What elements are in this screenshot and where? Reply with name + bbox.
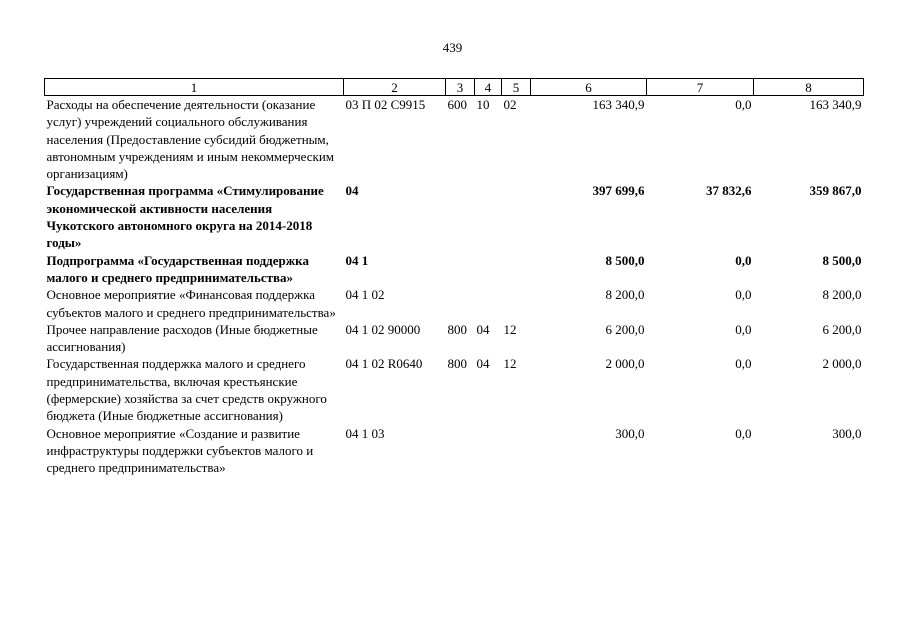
row-pr (502, 252, 531, 287)
header-col-2: 2 (344, 79, 446, 96)
row-rz: 04 (476, 356, 490, 372)
row-csr: 04 1 02 R0640 (345, 356, 423, 372)
row-name: Основное мероприятие «Создание и развитие инфраструктуры поддержки субъектов малого и среднего предпринимательства» (46, 425, 314, 476)
row-vr: 800 (447, 356, 467, 372)
row-col8: 163 340,9 (809, 97, 862, 112)
row-pr (502, 286, 531, 321)
row-pr (502, 425, 531, 477)
row-rz: 04 (476, 321, 490, 337)
row-csr: 04 1 (345, 252, 369, 268)
row-csr: 03 П 02 С9915 (345, 97, 426, 112)
row-name: Основное мероприятие «Финансовая поддержка субъектов малого и среднего предпринимательства» (46, 287, 336, 320)
row-rz: 10 (476, 97, 490, 112)
row-name: Подпрограмма «Государственная поддержка малого и среднего предпринимательства» (46, 252, 309, 285)
row-rz (475, 286, 502, 321)
row-col7: 0,0 (735, 97, 752, 112)
table-row (45, 355, 864, 424)
header-col-7: 7 (647, 79, 754, 96)
row-total: 2 000,0 (605, 356, 645, 372)
row-pr: 12 (503, 356, 517, 372)
row-csr: 04 (345, 183, 359, 199)
row-pr (502, 182, 531, 251)
row-pr: 12 (503, 321, 517, 337)
budget-table (44, 78, 864, 477)
row-total: 163 340,9 (592, 97, 645, 112)
row-col7: 0,0 (735, 356, 752, 372)
table-row (45, 425, 864, 477)
row-vr: 800 (447, 321, 467, 337)
row-col7: 0,0 (735, 425, 752, 441)
table-row (45, 286, 864, 321)
row-col8: 300,0 (832, 425, 862, 441)
row-vr (446, 182, 475, 251)
row-total: 6 200,0 (605, 321, 645, 337)
header-col-8: 8 (754, 79, 864, 96)
header-col-4: 4 (475, 79, 502, 96)
table-row (45, 96, 864, 183)
row-col8: 359 867,0 (809, 183, 862, 199)
table-row (45, 252, 864, 287)
row-col7: 0,0 (735, 287, 752, 303)
row-name: Государственная поддержка малого и среднего предпринимательства, включая крестьянские (фермерские) хозяйства за счет средств окружного бюджета (Иные бюджетные ассигнования) (46, 356, 327, 424)
header-col-3: 3 (446, 79, 475, 96)
row-name: Прочее направление расходов (Иные бюджетные ассигнования) (46, 321, 318, 355)
header-col-1: 1 (45, 79, 344, 96)
row-col7: 37 832,6 (706, 183, 752, 199)
row-csr: 04 1 02 (345, 287, 385, 303)
row-pr: 02 (503, 97, 517, 112)
row-col8: 2 000,0 (822, 356, 862, 372)
row-col8: 8 500,0 (822, 252, 862, 268)
page-number: 439 (442, 40, 463, 55)
row-col7: 0,0 (735, 321, 752, 337)
row-vr: 600 (447, 97, 467, 112)
row-total: 397 699,6 (592, 183, 645, 199)
table-row (45, 321, 864, 356)
row-col8: 8 200,0 (822, 287, 862, 303)
table-row (45, 182, 864, 251)
row-rz (475, 252, 502, 287)
row-vr (446, 286, 475, 321)
row-name: Расходы на обеспечение деятельности (оказание услуг) учреждений социального обслуживания населения (Предоставление субсидий бюджетным, автономным учреждениям и иным некоммерческим организациям) (46, 97, 335, 182)
row-total: 300,0 (615, 425, 645, 441)
row-total: 8 200,0 (605, 287, 645, 303)
header-col-5: 5 (502, 79, 531, 96)
row-rz (475, 182, 502, 251)
row-csr: 04 1 03 (345, 425, 385, 441)
row-vr (446, 252, 475, 287)
row-rz (475, 425, 502, 477)
row-col7: 0,0 (735, 252, 752, 268)
header-col-6: 6 (531, 79, 647, 96)
row-total: 8 500,0 (605, 252, 645, 268)
row-name: Государственная программа «Стимулирование экономической активности населения Чукотского автономного округа на 2014-2018 годы» (46, 183, 324, 251)
header-row (45, 79, 864, 96)
row-col8: 6 200,0 (822, 321, 862, 337)
row-csr: 04 1 02 90000 (345, 321, 421, 337)
row-vr (446, 425, 475, 477)
